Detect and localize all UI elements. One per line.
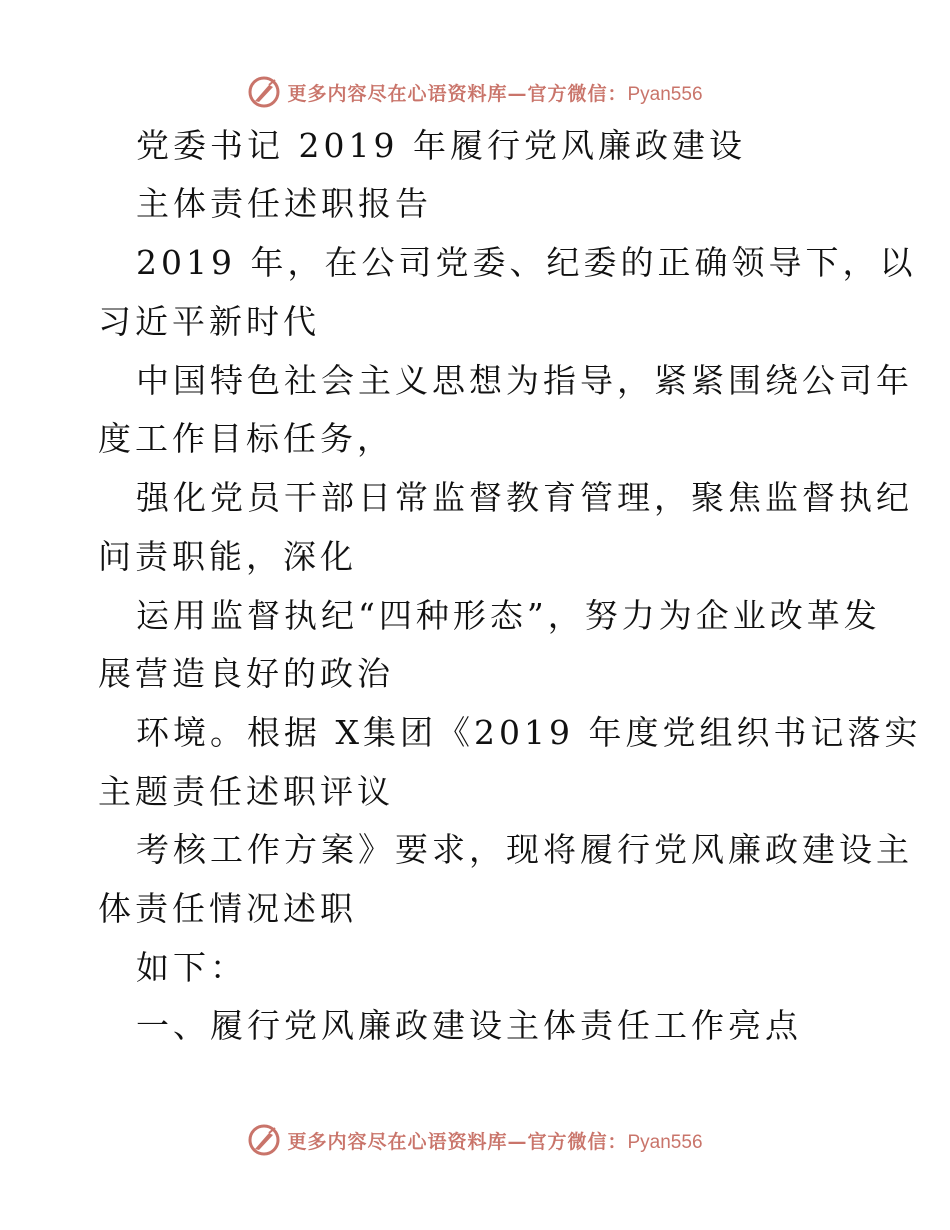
watermark-wechat-id: Pyan556 xyxy=(627,83,703,105)
quill-circle-icon xyxy=(247,1123,281,1157)
doc-text-line: 展营造良好的政治 xyxy=(98,654,394,693)
watermark-text: 更多内容尽在心语资料库—官方微信：Pyan556 xyxy=(287,1130,703,1153)
doc-text-line: 如下： xyxy=(136,948,247,987)
doc-title-line-1: 党委书记 2019 年履行党风廉政建设 xyxy=(136,126,746,165)
doc-text-line: 问责职能，深化 xyxy=(98,537,357,576)
doc-text-line: 考核工作方案》要求，现将履行党风廉政建设主 xyxy=(136,830,913,869)
watermark-footer xyxy=(0,1120,950,1160)
watermark-text: 更多内容尽在心语资料库—官方微信：Pyan556 xyxy=(287,82,703,105)
doc-text-line: 习近平新时代 xyxy=(98,302,320,341)
doc-text-line: 中国特色社会主义思想为指导，紧紧围绕公司年 xyxy=(136,361,913,400)
section-heading: 一、履行党风廉政建设主体责任工作亮点 xyxy=(136,1006,802,1045)
doc-text-line: 运用监督执纪“四种形态”，努力为企业改革发 xyxy=(136,596,881,635)
doc-text-line: 2019 年，在公司党委、纪委的正确领导下，以 xyxy=(136,243,917,282)
watermark-header xyxy=(0,72,950,112)
doc-title-line-2: 主体责任述职报告 xyxy=(136,184,432,223)
doc-text-line: 环境。根据 X集团《2019 年度党组织书记落实 xyxy=(136,713,922,752)
doc-text-line: 度工作目标任务， xyxy=(98,419,394,458)
doc-text-line: 强化党员干部日常监督教育管理，聚焦监督执纪 xyxy=(136,478,913,517)
watermark-wechat-id: Pyan556 xyxy=(627,1131,703,1153)
doc-text-line: 主题责任述职评议 xyxy=(98,772,394,811)
quill-circle-icon xyxy=(247,75,281,109)
doc-text-line: 体责任情况述职 xyxy=(98,889,357,928)
